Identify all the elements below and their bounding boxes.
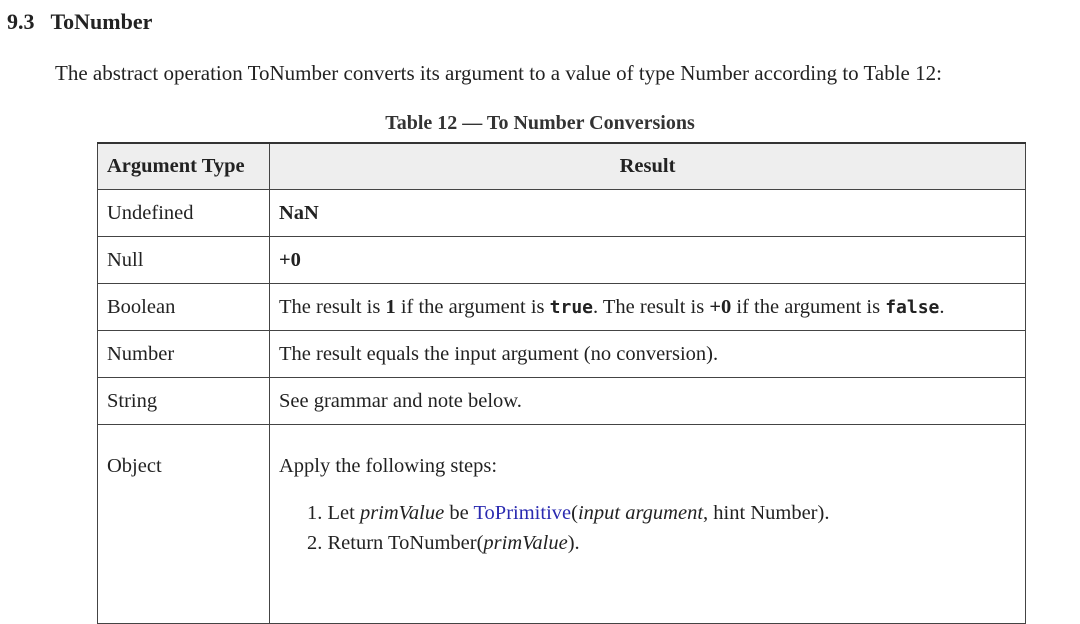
table-row <box>98 331 1026 378</box>
value-false: false <box>885 296 940 318</box>
result-text: The result is <box>279 295 386 318</box>
value-one: 1 <box>385 295 396 318</box>
section-heading <box>7 9 152 35</box>
table-row <box>98 425 1026 624</box>
variable-prim-value: primValue <box>359 502 445 524</box>
steps-intro: Apply the following steps: <box>279 455 498 477</box>
result-cell: The result equals the input argument (no conversion). <box>270 331 1026 378</box>
table-row <box>98 237 1026 284</box>
step-text: , hint Number). <box>703 502 830 524</box>
result-text: if the argument is <box>731 295 886 318</box>
value-true: true <box>549 296 593 318</box>
type-cell: Number <box>98 331 270 378</box>
table-caption: Table 12 — To Number Conversions <box>385 112 695 134</box>
type-cell: String <box>98 378 270 425</box>
result-cell: +0 <box>270 237 1026 284</box>
table-row <box>98 378 1026 425</box>
section-title: ToNumber <box>50 9 153 34</box>
header-result: Result <box>270 143 1026 190</box>
type-cell: Null <box>98 237 270 284</box>
result-text: . <box>939 295 945 318</box>
step-text: 1. Let <box>307 502 360 524</box>
section-number: 9.3 <box>7 9 35 34</box>
type-cell: Undefined <box>98 190 270 237</box>
table-header-row <box>98 143 1026 190</box>
variable-prim-value: primValue <box>483 532 568 554</box>
step-text: be <box>444 502 474 524</box>
value-plus-zero: +0 <box>709 295 732 318</box>
step-2 <box>279 528 1016 558</box>
intro-paragraph: The abstract operation ToNumber converts its argument to a value of type Number according to Table 12: <box>55 61 942 85</box>
result-text: . The result is <box>593 295 710 318</box>
result-cell <box>270 425 1026 624</box>
conversion-table <box>97 142 1026 624</box>
result-cell: See grammar and note below. <box>270 378 1026 425</box>
header-argument-type: Argument Type <box>98 143 270 190</box>
step-text: 2. Return ToNumber( <box>307 532 484 554</box>
step-text: ). <box>567 532 580 554</box>
step-text: ( <box>571 502 578 524</box>
table-row <box>98 190 1026 237</box>
type-cell: Object <box>98 425 270 624</box>
step-1 <box>279 498 1016 528</box>
to-primitive-link[interactable]: ToPrimitive <box>473 502 572 524</box>
type-cell: Boolean <box>98 284 270 331</box>
result-text: if the argument is <box>395 295 550 318</box>
result-cell: NaN <box>270 190 1026 237</box>
result-cell <box>270 284 1026 331</box>
table-row <box>98 284 1026 331</box>
variable-input-argument: input argument <box>577 502 704 524</box>
